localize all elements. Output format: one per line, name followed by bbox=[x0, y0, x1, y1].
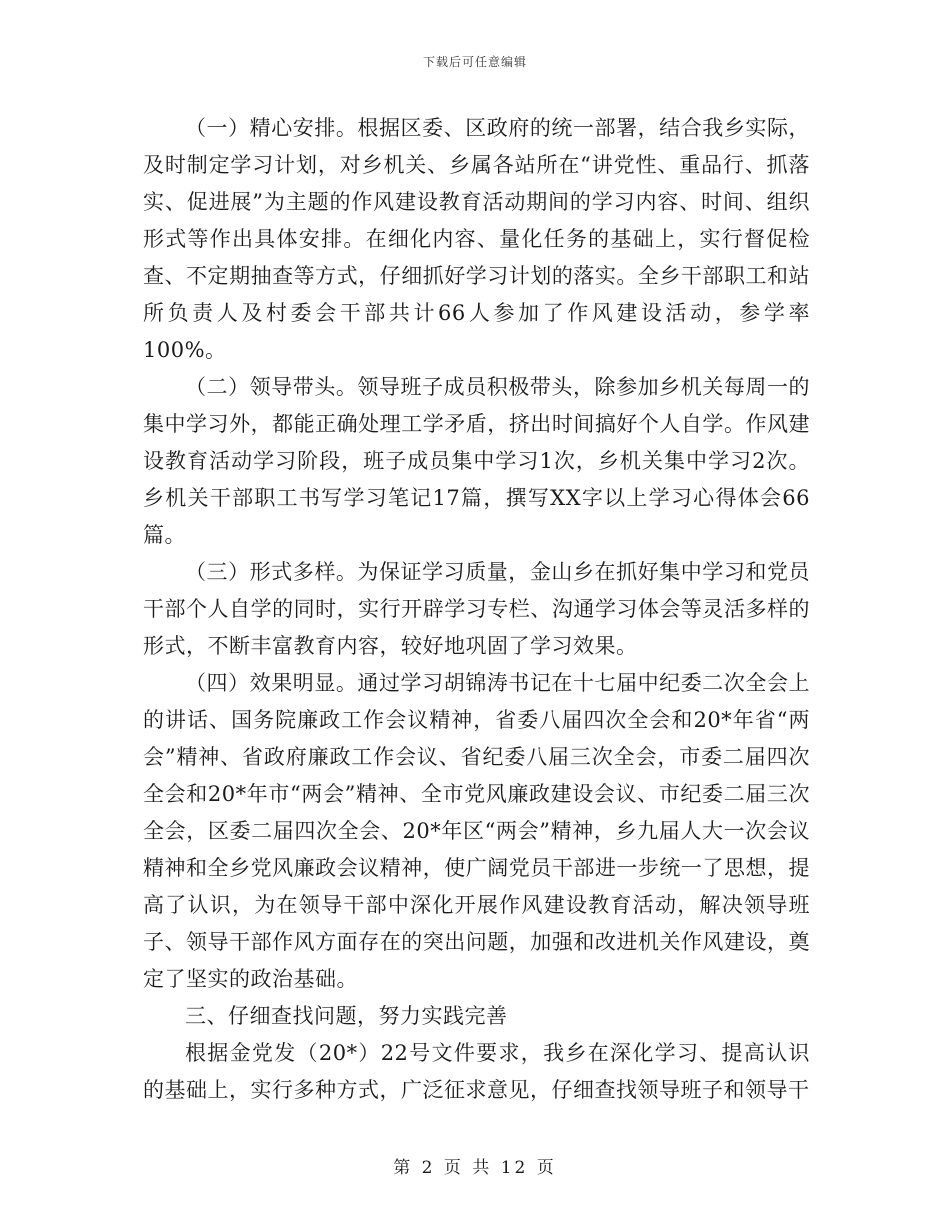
paragraph-study-arrangement: （一）精心安排。根据区委、区政府的统一部署，结合我乡实际，及时制定学习计划，对乡机关、乡属各站所在“讲党性、重品行、抓落实、促进展”为主题的作风建设教育活动期间的学习内容、时间、组织形式等作出具体安排。在细化内容、量化任务的基础上，实行督促检查、不定期抽查等方式，仔细抓好学习计划的落实。全乡干部职工和站所负责人及村委会干部共计66人参加了作风建设活动，参学率100%。 bbox=[143, 116, 810, 362]
document-body bbox=[143, 110, 810, 1109]
page-number: 第 2 页 共 12 页 bbox=[393, 1158, 557, 1178]
section-heading-find-problems: 三、仔细查找问题，努力实践完善 bbox=[185, 1004, 508, 1028]
paragraph-obvious-effect: （四）效果明显。通过学习胡锦涛书记在十七届中纪委二次全会上的讲话、国务院廉政工作会议精神，省委八届四次全会和20*年省“两会”精神、省政府廉政工作会议、省纪委八届三次全会，市委二届四次全会和20*年市“两会”精神、全市党风廉政建设会议、市纪委二届三次全会，区委二届四次全会、20*年区“两会”精神，乡九届人大一次会议精神和全乡党风廉政会议精神，使广阔党员干部进一步统一了思想，提高了认识，为在领导干部中深化开展作风建设教育活动，解决领导班子、领导干部作风方面存在的突出问题，加强和改进机关作风建设，奠定了坚实的政治基础。 bbox=[143, 671, 810, 991]
download-note: 下载后可任意编辑 bbox=[422, 55, 527, 69]
paragraph-diverse-forms: （三）形式多样。为保证学习质量，金山乡在抓好集中学习和党员干部个人自学的同时，实行开辟学习专栏、沟通学习体会等灵活多样的形式，不断丰富教育内容，较好地巩固了学习效果。 bbox=[143, 560, 810, 658]
paragraph-document-requirement: 根据金党发（20*）22号文件要求，我乡在深化学习、提高认识的基础上，实行多种方式，广泛征求意见，仔细查找领导班子和领导干 bbox=[143, 1041, 810, 1102]
paragraph-leadership-example: （二）领导带头。领导班子成员积极带头，除参加乡机关每周一的集中学习外，都能正确处理工学矛盾，挤出时间搞好个人自学。作风建设教育活动学习阶段，班子成员集中学习1次，乡机关集中学习2次。乡机关干部职工书写学习笔记17篇，撰写XX字以上学习心得体会66篇。 bbox=[143, 375, 810, 547]
